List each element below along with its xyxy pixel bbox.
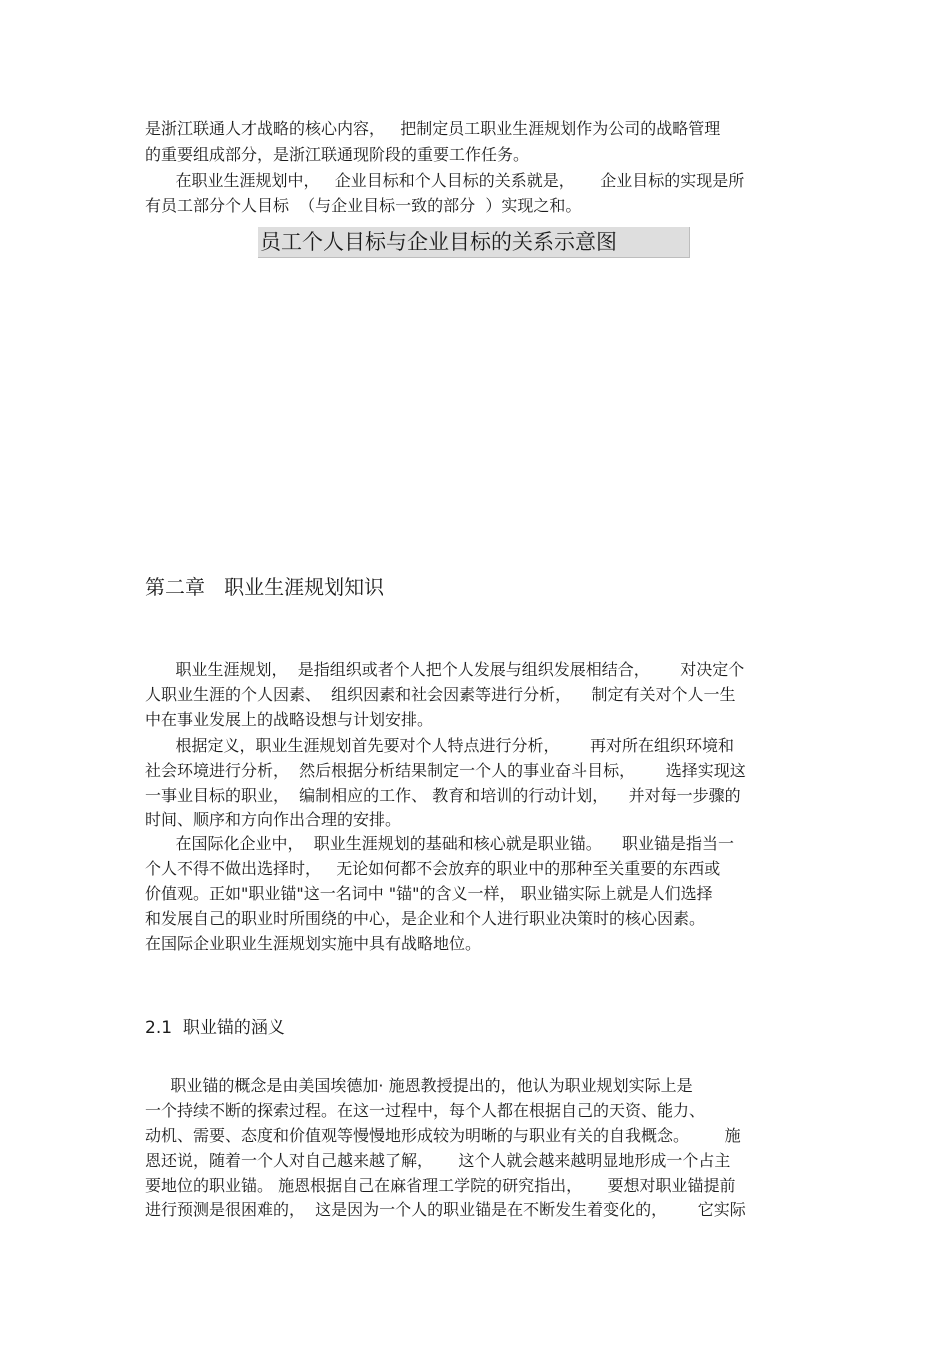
intro-line: 在职业生涯规划中， 企业目标和个人目标的关系就是， 企业目标的实现是所 <box>145 171 745 190</box>
intro-line: 有员工部分个人目标 （与企业目标一致的部分 ）实现之和。 <box>145 196 582 215</box>
chapter-line: 和发展自己的职业时所围绕的中心，是企业和个人进行职业决策时的核心因素。 <box>145 909 706 928</box>
section-line: 职业锚的概念是由美国埃德加· 施恩教授提出的，他认为职业规划实际上是 <box>145 1076 693 1095</box>
chapter-line: 社会环境进行分析， 然后根据分析结果制定一个人的事业奋斗目标， 选择实现这 <box>145 761 746 780</box>
chapter-line: 职业生涯规划， 是指组织或者个人把个人发展与组织发展相结合， 对决定个 <box>145 660 745 679</box>
section-line: 进行预测是很困难的， 这是因为一个人的职业锚是在不断发生着变化的， 它实际 <box>145 1200 746 1219</box>
chapter-line: 价值观。正如"职业锚"这一名词中 "锚"的含义一样， 职业锚实际上就是人们选择 <box>145 884 713 903</box>
section-title: 2.1 职业锚的涵义 <box>145 1018 285 1038</box>
section-line: 恩还说，随着一个人对自己越来越了解， 这个人就会越来越明显地形成一个占主 <box>145 1151 731 1170</box>
chapter-line: 在国际企业职业生涯规划实施中具有战略地位。 <box>145 934 482 953</box>
section-line: 动机、需要、态度和价值观等慢慢地形成较为明晰的与职业有关的自我概念。 施 <box>145 1126 741 1145</box>
chapter-line: 时间、顺序和方向作出合理的安排。 <box>145 810 402 829</box>
chapter-line: 人职业生涯的个人因素、 组织因素和社会因素等进行分析， 制定有关对个人一生 <box>145 685 736 704</box>
chapter-line: 中在事业发展上的战略设想与计划安排。 <box>145 710 434 729</box>
chapter-line: 在国际化企业中， 职业生涯规划的基础和核心就是职业锚。 职业锚是指当一 <box>145 834 735 853</box>
chapter-line: 个人不得不做出选择时， 无论如何都不会放弃的职业中的那种至关重要的东西或 <box>145 859 721 878</box>
section-line: 要地位的职业锚。 施恩根据自己在麻省理工学院的研究指出， 要想对职业锚提前 <box>145 1176 736 1195</box>
intro-line: 的重要组成部分，是浙江联通现阶段的重要工作任务。 <box>145 145 530 164</box>
chapter-line: 一事业目标的职业， 编制相应的工作、 教育和培训的行动计划， 并对每一步骤的 <box>145 786 741 805</box>
chapter-line: 根据定义，职业生涯规划首先要对个人特点进行分析， 再对所在组织环境和 <box>145 736 735 755</box>
intro-line: 是浙江联通人才战略的核心内容， 把制定员工职业生涯规划作为公司的战略管理 <box>145 119 721 138</box>
chapter-title: 第二章 职业生涯规划知识 <box>145 575 385 599</box>
section-line: 一个持续不断的探索过程。在这一过程中，每个人都在根据自己的天资、能力、 <box>145 1101 706 1120</box>
figure-caption: 员工个人目标与企业目标的关系示意图 <box>260 230 617 254</box>
